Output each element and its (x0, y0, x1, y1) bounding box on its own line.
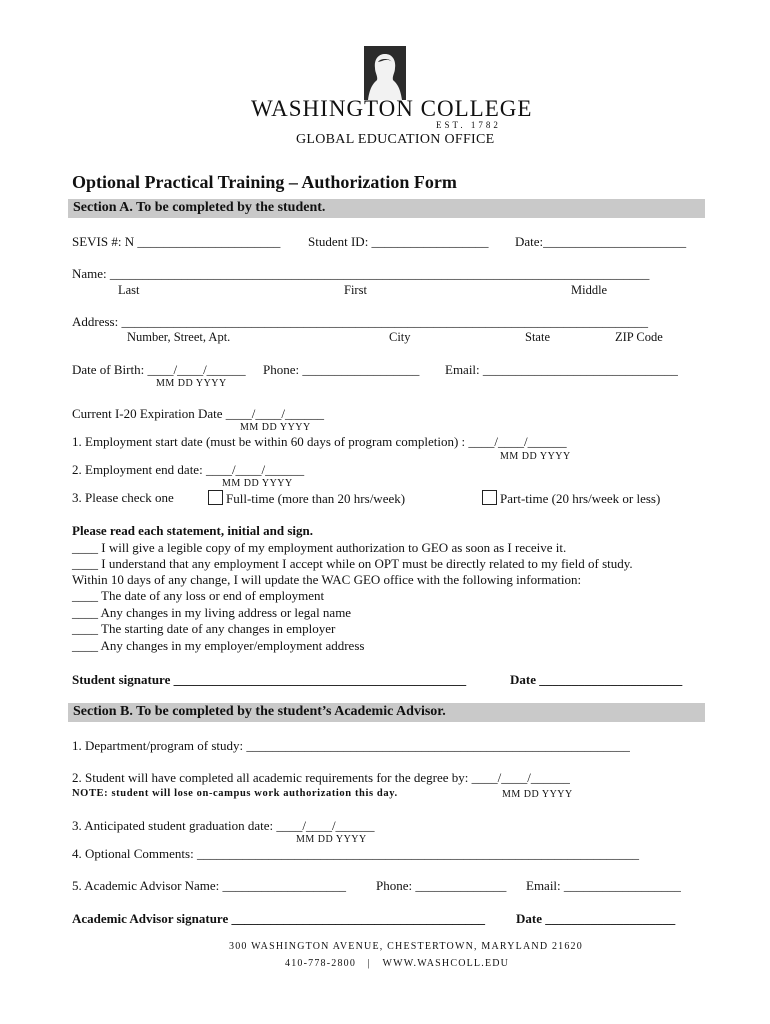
footer-phone: 410-778-2800 (285, 958, 357, 969)
section-a-title: Section A. To be completed by the student. (73, 200, 326, 215)
est-year: EST. 1782 (436, 120, 501, 130)
parttime-option[interactable] (482, 490, 660, 507)
address-street-label: Number, Street, Apt. (127, 330, 231, 344)
requirements-note: NOTE: student will lose on-campus work authorization this day. (72, 788, 398, 799)
footer-contact (285, 958, 509, 969)
date-field[interactable]: Date:______________________ (515, 234, 687, 249)
dob-field[interactable]: Date of Birth: ____/____/______ (72, 362, 246, 377)
student-signature-field[interactable]: Student signature _____________________________________________ (72, 672, 467, 687)
address-zip-label: ZIP Code (615, 330, 663, 344)
section-b-title: Section B. To be completed by the student’s Academic Advisor. (73, 704, 446, 719)
name-field[interactable]: Name: ___________________________________________________________________________________ (72, 266, 650, 281)
check-one-label: 3. Please check one (72, 490, 174, 505)
read-statements-heading: Please read each statement, initial and sign. (72, 523, 313, 538)
department-field[interactable]: 1. Department/program of study: ___________________________________________________________ (72, 738, 630, 753)
advisor-name-field[interactable]: 5. Academic Advisor Name: ___________________ (72, 878, 347, 893)
phone-field[interactable]: Phone: __________________ (263, 362, 420, 377)
section-b-header (68, 703, 705, 722)
student-id-field[interactable]: Student ID: __________________ (308, 234, 489, 249)
footer-address: 300 WASHINGTON AVENUE, CHESTERTOWN, MARYLAND 21620 (229, 941, 583, 952)
footer-website-link[interactable]: WWW.WASHCOLL.EDU (382, 958, 510, 969)
dob-format-hint: MM DD YYYY (156, 378, 227, 389)
footer-separator: | (367, 958, 371, 969)
i20-expiration-field[interactable]: Current I-20 Expiration Date ____/____/______ (72, 406, 325, 421)
i20-format-hint: MM DD YYYY (240, 422, 311, 433)
college-name: WASHINGTON COLLEGE (251, 96, 533, 121)
name-first-label: First (344, 283, 367, 297)
requirements-format-hint: MM DD YYYY (502, 789, 573, 800)
email-field[interactable]: Email: ______________________________ (445, 362, 678, 377)
parttime-label: Part-time (20 hrs/week or less) (500, 491, 661, 506)
statement-6[interactable]: ____ The starting date of any changes in employer (72, 621, 336, 636)
sevis-field[interactable]: SEVIS #: N ______________________ (72, 234, 281, 249)
form-title: Optional Practical Training – Authorization Form (72, 172, 457, 192)
address-field[interactable]: Address: _________________________________________________________________________________ (72, 314, 648, 329)
section-a-header (68, 199, 705, 218)
employment-start-field[interactable]: 1. Employment start date (must be within 60 days of program completion) : ____/____/______ (72, 434, 567, 449)
advisor-signature-field[interactable]: Academic Advisor signature _______________________________________ (72, 911, 485, 926)
name-middle-label: Middle (571, 283, 608, 297)
office-name: GLOBAL EDUCATION OFFICE (296, 132, 495, 147)
fulltime-checkbox[interactable] (208, 490, 223, 505)
graduation-format-hint: MM DD YYYY (296, 834, 367, 845)
graduation-date-field[interactable]: 3. Anticipated student graduation date: ____/____/______ (72, 818, 375, 833)
requirements-date-field[interactable]: 2. Student will have completed all academic requirements for the degree by: ____/____/______ (72, 770, 570, 785)
advisor-email-field[interactable]: Email: __________________ (526, 878, 681, 893)
advisor-signature-date-field[interactable]: Date ____________________ (516, 911, 676, 926)
advisor-phone-field[interactable]: Phone: ______________ (376, 878, 507, 893)
student-signature-date-field[interactable]: Date ______________________ (510, 672, 683, 687)
start-format-hint: MM DD YYYY (500, 451, 571, 462)
statement-5[interactable]: ____ Any changes in my living address or legal name (72, 605, 352, 620)
statement-2[interactable]: ____ I understand that any employment I accept while on OPT must be directly related to my field of study. (72, 556, 633, 571)
fulltime-option[interactable] (208, 490, 405, 507)
parttime-checkbox[interactable] (482, 490, 497, 505)
fulltime-label: Full-time (more than 20 hrs/week) (226, 491, 406, 506)
name-last-label: Last (118, 283, 140, 297)
employment-end-field[interactable]: 2. Employment end date: ____/____/______ (72, 462, 305, 477)
statement-7[interactable]: ____ Any changes in my employer/employment address (72, 638, 365, 653)
optional-comments-field[interactable]: 4. Optional Comments: ____________________________________________________________________ (72, 846, 639, 861)
end-format-hint: MM DD YYYY (222, 478, 293, 489)
statement-3: Within 10 days of any change, I will update the WAC GEO office with the following information: (72, 572, 582, 587)
statement-4[interactable]: ____ The date of any loss or end of employment (72, 588, 325, 603)
statement-1[interactable]: ____ I will give a legible copy of my employment authorization to GEO as soon as I receive it. (72, 540, 567, 555)
address-state-label: State (525, 330, 550, 344)
college-seal-icon (364, 46, 406, 100)
address-city-label: City (389, 330, 411, 344)
